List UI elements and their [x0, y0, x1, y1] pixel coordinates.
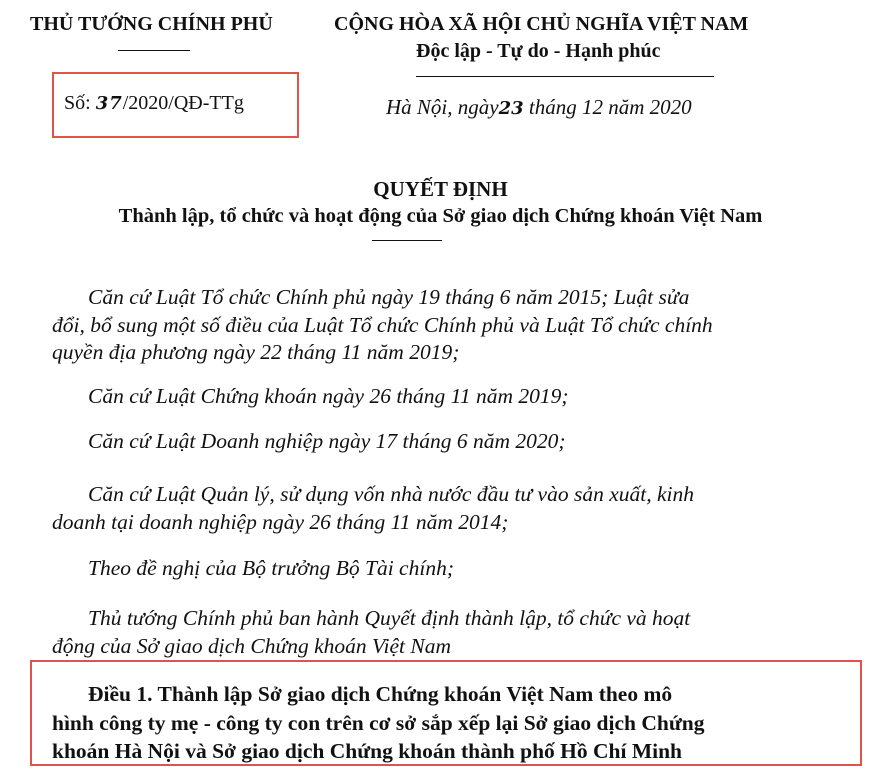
issuer-title: THỦ TƯỚNG CHÍNH PHỦ [30, 13, 273, 35]
preamble-line: Căn cứ Luật Chứng khoán ngày 26 tháng 11 năm 2019; [88, 384, 569, 408]
preamble-line: Thủ tướng Chính phủ ban hành Quyết định thành lập, tổ chức và hoạt [88, 606, 691, 630]
document-number [64, 92, 244, 115]
motto-underline [416, 76, 714, 77]
motto: Độc lập - Tự do - Hạnh phúc [416, 40, 661, 62]
preamble-line: Theo đề nghị của Bộ trưởng Bộ Tài chính; [88, 556, 454, 580]
document-number-suffix: /2020/QĐ-TTg [122, 92, 244, 114]
article-1-line: khoán Hà Nội và Sở giao dịch Chứng khoán thành phố Hồ Chí Minh [52, 739, 683, 763]
preamble-line: đổi, bổ sung một số điều của Luật Tổ chức Chính phủ và Luật Tổ chức chính [52, 313, 713, 337]
issue-date-place: Hà Nội, ngày [386, 95, 499, 119]
article-1-line: hình công ty mẹ - công ty con trên cơ sở sắp xếp lại Sở giao dịch Chứng [52, 711, 705, 735]
document-number-handwritten: 37 [95, 93, 123, 114]
document-title: QUYẾT ĐỊNH [373, 177, 508, 201]
preamble-line: Căn cứ Luật Quản lý, sử dụng vốn nhà nước đầu tư vào sản xuất, kinh [88, 482, 694, 506]
issue-date-day-handwritten: 23 [498, 98, 524, 119]
issue-date [386, 95, 692, 120]
preamble-line: quyền địa phương ngày 22 tháng 11 năm 2019; [52, 340, 460, 364]
document-number-prefix: Số: [64, 92, 91, 114]
document-subtitle: Thành lập, tổ chức và hoạt động của Sở giao dịch Chứng khoán Việt Nam [118, 205, 763, 227]
article-1-line: Điều 1. Thành lập Sở giao dịch Chứng khoán Việt Nam theo mô [88, 682, 673, 706]
issue-date-rest: tháng 12 năm 2020 [523, 95, 692, 119]
preamble-line: Căn cứ Luật Doanh nghiệp ngày 17 tháng 6 năm 2020; [88, 429, 566, 453]
preamble-line: động của Sở giao dịch Chứng khoán Việt Nam [52, 634, 452, 658]
preamble-line: Căn cứ Luật Tổ chức Chính phủ ngày 19 tháng 6 năm 2015; Luật sửa [88, 285, 690, 309]
country-title: CỘNG HÒA XÃ HỘI CHỦ NGHĨA VIỆT NAM [334, 13, 749, 35]
issuer-underline [118, 50, 190, 51]
title-underline [372, 240, 442, 241]
preamble-line: doanh tại doanh nghiệp ngày 26 tháng 11 năm 2014; [52, 510, 509, 534]
